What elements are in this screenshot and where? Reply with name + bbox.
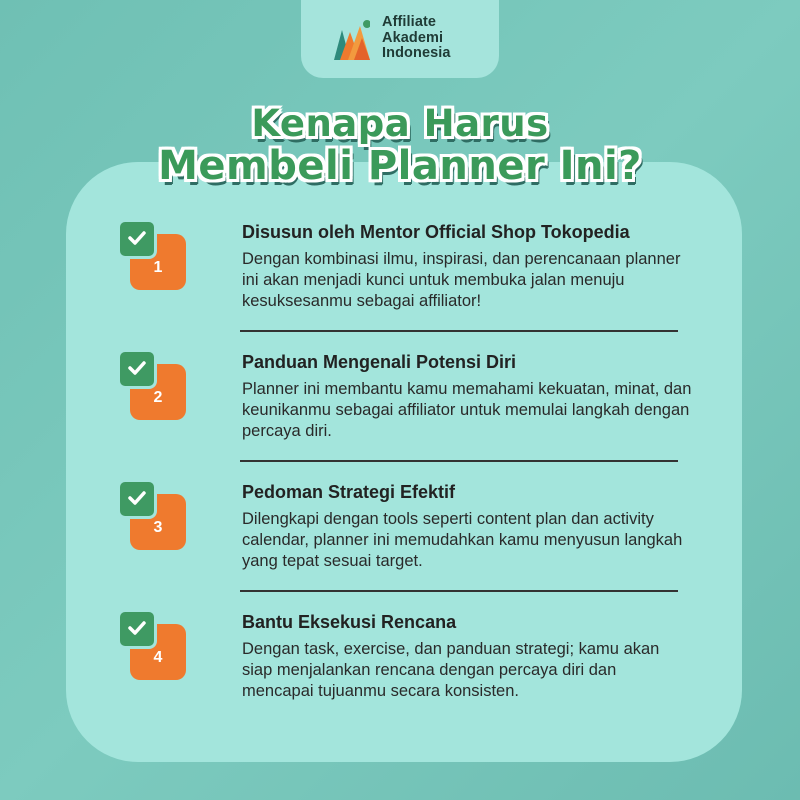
item-title: Pedoman Strategi Efektif — [242, 482, 456, 502]
item-number: 1 — [153, 259, 163, 276]
headline-line-1: Kenapa Harus — [251, 102, 549, 145]
check-icon — [128, 231, 146, 245]
item-description: Dengan kombinasi ilmu, inspirasi, dan perencanaan planner ini akan menjadi kunci untuk membuka jalan menuju kesuksesanmu sebagai affiliator! — [242, 250, 681, 310]
headline-line-2: Membeli Planner Ini? — [158, 143, 642, 189]
check-badge — [117, 349, 157, 389]
item-description: Dilengkapi dengan tools seperti content plan dan activity calendar, planner ini memudahkan kamu menyusun langkah yang tepat sesuai target. — [242, 510, 683, 570]
check-badge — [117, 479, 157, 519]
brand-line-2: Akademi — [382, 29, 444, 46]
check-icon — [128, 361, 146, 375]
item-number: 3 — [153, 519, 163, 536]
brand-name — [382, 15, 451, 62]
check-icon — [128, 491, 146, 505]
mountain-logo-icon — [334, 18, 370, 60]
item-number: 2 — [153, 389, 163, 406]
divider — [240, 590, 678, 592]
divider — [240, 330, 678, 332]
item-title: Disusun oleh Mentor Official Shop Tokopedia — [242, 222, 630, 242]
divider — [240, 460, 678, 462]
item-description: Planner ini membantu kamu memahami kekuatan, minat, dan keunikanmu sebagai affiliator untuk memulai langkah dengan percaya diri. — [242, 380, 692, 440]
brand-line-1: Affiliate — [382, 14, 437, 30]
item-description: Dengan task, exercise, dan panduan strategi; kamu akan siap menjalankan rencana dengan percaya diri dan mencapai tujuanmu secara konsisten. — [242, 640, 660, 700]
check-badge — [117, 219, 157, 259]
item-title: Bantu Eksekusi Rencana — [242, 612, 457, 632]
item-number: 4 — [153, 649, 163, 666]
brand-line-3: Indonesia — [382, 45, 451, 61]
check-icon — [128, 621, 146, 635]
check-badge — [117, 609, 157, 649]
item-title: Panduan Mengenali Potensi Diri — [242, 352, 517, 372]
